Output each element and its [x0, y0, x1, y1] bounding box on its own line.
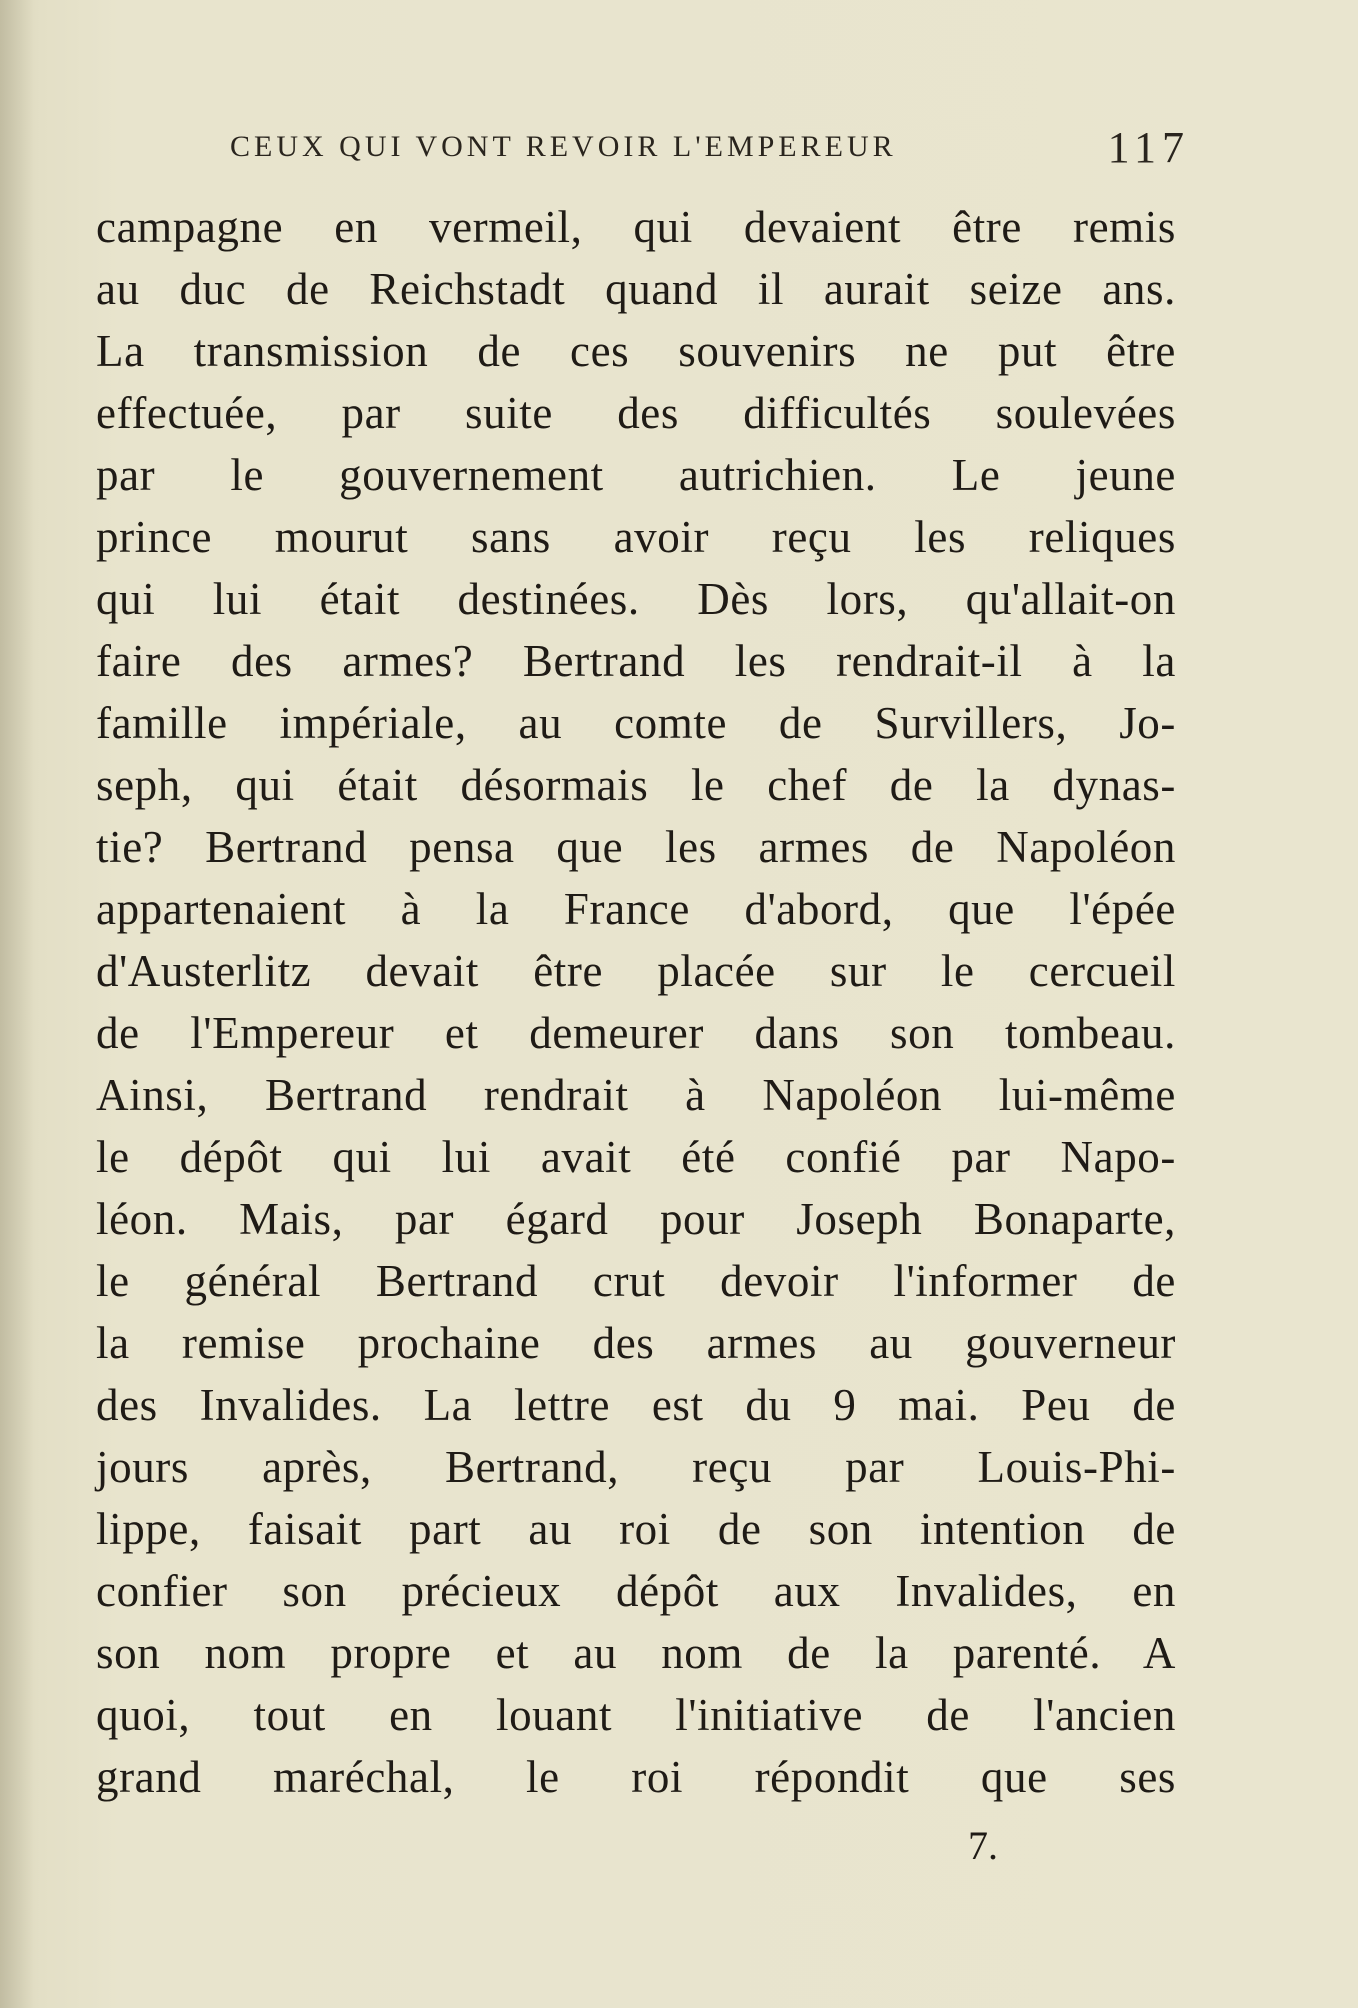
text-line: faire des armes? Bertrand les rendrait-il à la	[96, 636, 1176, 686]
signature-mark: 7.	[968, 1823, 998, 1868]
text-line: appartenaient à la France d'abord, que l'épée	[96, 884, 1176, 934]
text-line: La transmission de ces souvenirs ne put être	[96, 326, 1176, 376]
text-line: quoi, tout en louant l'initiative de l'ancien	[96, 1690, 1176, 1740]
text-line: famille impériale, au comte de Survillers, Jo-	[96, 698, 1176, 748]
page-number: 117	[1107, 123, 1190, 172]
text-line: le dépôt qui lui avait été confié par Napo-	[96, 1132, 1176, 1182]
text-line: jours après, Bertrand, reçu par Louis-Phi-	[96, 1442, 1176, 1492]
text-line: lippe, faisait part au roi de son intention de	[96, 1504, 1176, 1554]
text-line: grand maréchal, le roi répondit que ses	[96, 1752, 1176, 1802]
gutter-shadow	[0, 0, 34, 2008]
text-line: tie? Bertrand pensa que les armes de Napoléon	[96, 822, 1176, 872]
text-line: léon. Mais, par égard pour Joseph Bonaparte,	[96, 1194, 1176, 1244]
body-text	[96, 196, 1176, 1808]
running-head	[230, 122, 1190, 172]
running-title: CEUX QUI VONT REVOIR L'EMPEREUR	[230, 130, 897, 163]
text-line: confier son précieux dépôt aux Invalides, en	[96, 1566, 1176, 1616]
text-line: son nom propre et au nom de la parenté. A	[96, 1628, 1176, 1678]
text-line: seph, qui était désormais le chef de la dynas-	[96, 760, 1176, 810]
text-line: de l'Empereur et demeurer dans son tombeau.	[96, 1008, 1176, 1058]
text-line: par le gouvernement autrichien. Le jeune	[96, 450, 1176, 500]
text-line: Ainsi, Bertrand rendrait à Napoléon lui-même	[96, 1070, 1176, 1120]
text-line: la remise prochaine des armes au gouverneur	[96, 1318, 1176, 1368]
text-line: le général Bertrand crut devoir l'informer de	[96, 1256, 1176, 1306]
text-line: effectuée, par suite des difficultés soulevées	[96, 388, 1176, 438]
text-line: des Invalides. La lettre est du 9 mai. Peu de	[96, 1380, 1176, 1430]
text-line: qui lui était destinées. Dès lors, qu'allait-on	[96, 574, 1176, 624]
text-line: au duc de Reichstadt quand il aurait seize ans.	[96, 264, 1176, 314]
text-line: campagne en vermeil, qui devaient être remis	[96, 202, 1176, 252]
text-line: d'Austerlitz devait être placée sur le cercueil	[96, 946, 1176, 996]
text-line: prince mourut sans avoir reçu les reliques	[96, 512, 1176, 562]
